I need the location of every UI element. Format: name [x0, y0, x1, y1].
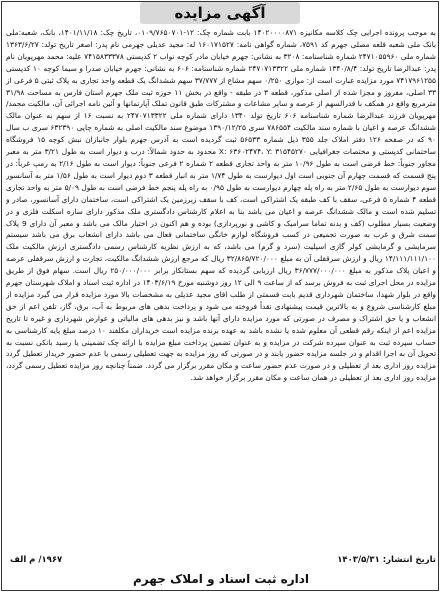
announcement-body: به موجب پرونده اجرایی چک کلاسه مکانیزه ۱۴۰۲۰۰۰۰۸۷۱ بابت شماره چک: ۱۲-۰۱۰۹/۷۶۵۰۷۰۱، تاریخ چک: ۱۴۰۱/۱۱/۱۸، بانک، شعبه:ملی بانک ملی شعبه قلعه مصلی جهرم کد ۷۵۹۱، شماره گواهی نامه: ۱۶۰۱۷۱۵۲۷ له: مجید عدیلی جهرمی نام پدر: اصغر تاریخ تولد: ۱۳۶۳/۶/۲۷ شماره ملی ۲۴۷۱۰۵۵۹۶۰ شماره شناسنامه: ۳۲۰۸ به نشانی: جهرم خیابان مادر کوچه نواب ۲ کدپستی ۷۴۱۵۸۳۳۳۷۸ علیه: محمد مهرپویان نام پدر: عبدالرضا تاریخ تولد: ۱۳۴۰/۸/۴ شماره ملی ۲۴۷۰۷۱۳۳۲۲ شماره شناسنامه: ۶۰۶ به نشانی: جهرم خیابان صدرا و سیما کوچه ۱۰ کدپستی ۷۴۱۷۹۶۱۲۵۵ مورد مزایده عبارت است از: موازی ۰/۲۵۰ سهم مشاع از ۳۷/۷۷۷ سهم ششدانگ یک قطعه واحد تجاری به پلاک ثبتی ۵ فرعی از ۳۳ اصلی، مفروز و مجزا شده از اصلی مذکور، قطعه ۳ در طبقه - واقع در بخش ۱۱ حوزه ثبت ملک جهرم استان فارس به مساحت ۳۱/۹۸ مترمربع واقع در همکف با قدرالسهم از عرصه و سایر مشاعات و مشترکات طبق قانون تملک آپارتمانها و آئین نامه اجرائی آن، مالکیت محمد/ مهرپویان فرزند عبدالرضا شماره شناسنامه ۶۰۶ تاریخ تولد ۱۳۴۰ دارای شماره ملی ۲۴۷۰۷۱۳۳۲۲ به نسبت ۱۶ از سهم به عنوان مالک ششدانگ عرصه و اعیان با شماره سند مالکیت ۷۸۶۵۵۴ سری ۱۳۹۰/۱۲/۲۵ موضوع سند مالکیت اصلی به شماره چاپی ۶۳۲۳۹۰ سری ب سال ۹۰ که در صفحه ۱۲۶ دفتر املاک جلد ۳۵۵ ذیل شماره ۵۶۵۳۳ ثبت گردیده است به آدرس جهرم بلوار جانبازان نبش کوچه ۱۵ فروشگاه ساختمانی کدپستی و مختصات جغرافیایی X: ۶۳۶۰۲۴۷۴، Y: ۳۱۵۴۵۲۷۰ محدود به حدود شمالاً: درب و دیوار است به طول ۳/۲۱ متر به معبر مجاور جنوباً: خط فرضی است به طول ۱۰/۹۶ متر به واحد تجاری قطعه ۲ شماره ۲ فرعی جنوباً: دیوار است به طول ۲/۱۶ به رمپ غرباً: در پنج قسمت که قسمت چهارم آن جنوبی است اول دیوارست به طول ۱/۷۴ متر به انبار قطعه ۳ دوم دیوار است به طول ۱/۵۶ متر به آسانسور سوم دیوارست به طول ۲/۶۵ متر به راه پله چهارم دیوارست به طول ۰/۹۵ به راه پله پنجم خط فرضی است به طول ۵/۰۹ متر به واحد تجاری قطعه ۴ شماره ۵ فرعی، سقف با کف طبقه یک اشتراکی است، کف با سقف زیرزمین یک اشتراکی است، ساختمان دارای آسانسور، صادر و تسلیم شده است و مالک ششدانگ عرصه و اعیان می باشد بنا به اعلام کارشناس دادگستری ملک مذکور دارای سازه اسکلت فلزی و در وضعیت بسیار مطلوب (کف و بدنه تماما سرامیک و کاشی و نورپردازی) بوده و هم اکنون در اختیار مالک می باشد و معبر آن دارای 9 پلاک سمت شرق و غرب به صورت تجمیعی در کسب فروشگاه لوازم خانگی ساختمانی فعال می باشد دارای انشعاب برق می باشد سیستم سرمایشی و گرمایشی کولر گازی اسپلیت (سرد و گرم) می باشد، که به ارزش نظریه کارشناس رسمی دادگستری ارزش مالکیت ملک ۱۴/۱۱۱/۱۱۱/۱۰۰ ریال و ارزش سرقفلی آن به مبلغ ۳۲/۸۶۵/۷۲۰/۰۰۰ ریال که مرجع ارزش ششدانگ مالکیت، تجارت و ارزش سرقفلی عرصه و اعیان پلاک مذکور به مبلغ ۳۶/۷۷۷/۰۰۰/۰۰۰ ریال ارزیابی گردیده که سهم بستانکار برابر ۲۵۰/۰۰۰/۰۰۰ ریال است. سهام فوق از طریق مزایده در محل اجرای ثبت به فروش برسد که از ساعت ۹ الی ۱۲ روز دوشنبه مورخ ۱۴۰۳/۶/۱۹ در اداره ثبت اسناد و املاک شهرستان جهرم واقع در بلوار شهدا، ساختمان شهرداری قدیم بابت قسمتی از طلب اقای مجید عدیلی به مشخصات بالا مورد مزایده قرار می گیرد مزایده از مبلغ کارشناسی شروع و به بالاترین قیمت پیشنهادی نقداً فروخته می شود و پرداخت بدهی های مربوط به آب، برق، گاز، تلفن اعم از حق انشعاب و یا حق اشتراک و مصرف در صورتی که مورد مزایده دارای آنها باشد و نیز بدهی های مالیاتی و عوارض شهرداری و غیره تا تاریخ مزایده اعم از اینکه رقم قطعی آن معلوم شده یا نشده باشد به عهده برنده مزایده است خریداران مکلفند ۱۰ درصد مبلغ پایه کارشناسی به حساب سپرده ثبت به عنوان سپرده شرکت در مزایده و به عنوان تضمین پرداخت مبلغ مزایده با ارائه چک تضمینی یا رسید بانکی نسبت به تحویل آن به اجرا اقدام و در جلسه مزایده حضور یابند و در صورتی که روز مزایده به جهت تعطیلی رسمی یا عدم حضور خریدار تعطیل گردد مزایده روز اداری بعد از تعطیلی و در صورت عدم حضور ساعت و مکان مقرر برگزار می گردد. ضمناً چنانچه روز مزایده تعطیل رسمی گردد، مزایده روز اداری بعد از تعطیلی در همان ساعت و مکان مقرر برگزار خواهد شد. [6, 28, 436, 383]
publication-footer [6, 555, 436, 569]
publication-date: تاریخ انتشار: ۱۴۰۳/۵/۳۱ [337, 555, 436, 565]
issuing-office: اداره ثبت اسناد و املاک جهرم [132, 572, 310, 586]
announcement-title: آگهی مزایده [140, 2, 300, 24]
reference-code: ۱۹۶۷/ م الف [10, 555, 63, 565]
